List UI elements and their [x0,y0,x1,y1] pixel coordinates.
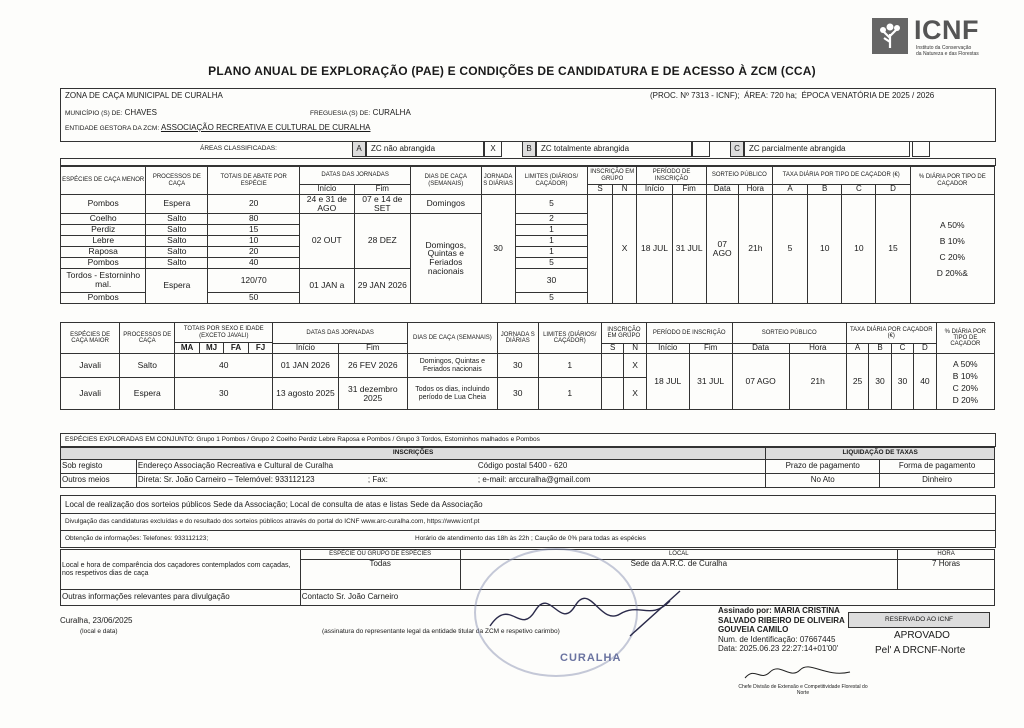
cell-taxa-a: 5 [772,195,807,304]
cell-total: 10 [208,235,300,246]
h2-ma: MA [175,343,199,354]
reservado-icnf: RESERVADO AO ICNF [848,612,990,628]
h-totais: TOTAIS DE ABATE POR ESPÉCIE [208,167,300,195]
cell-limite: 5 [515,257,588,268]
h2-periodo-inicio: Início [646,344,689,354]
table-row [61,195,995,214]
comp-local: Sede da A.R.C. de Curalha [460,560,897,590]
h-inicio: Início [300,185,354,195]
area-a-text: ZC não abrangida [366,141,484,157]
divulgacao: Divulgação das candidaturas excluídas e do resultado dos sorteios públicos através do portal do ICNF www.arc-curalha.com, https://www.icnf.pt [60,513,996,531]
cell-especie: Perdiz [61,224,146,235]
h-c: C [842,185,876,195]
h-inscricao: INSCRIÇÃO EM GRUPO [588,167,637,185]
h2-periodo: PERÍODO DE INSCRIÇÃO [646,323,732,344]
cell-inicio: 01 JAN a [300,268,354,303]
cell-especie: Coelho [61,213,146,224]
logo-brand: ICNF [914,15,979,45]
outros-meios-value: Direta: Sr. João Carneiro – Telemóvel: 933112123 ; Fax: ; e-mail: arccuralha@gmail.com [136,474,765,488]
area-b-text: ZC totalmente abrangida [536,141,692,157]
forma-value: Dinheiro [880,474,995,488]
cell-total: 80 [208,213,300,224]
h-local: LOCAL [460,550,897,560]
municipio: MUNICÍPIO (S) DE: CHAVES [65,108,157,117]
areas-label: ÁREAS CLASSIFICADAS: [200,145,277,152]
h2-hora: Hora [789,344,846,354]
cell-total: 40 [208,257,300,268]
h-dias: DIAS DE CAÇA (SEMANAIS) [411,167,481,195]
caca-menor-table [60,166,995,304]
cell-total: 30 [175,378,273,410]
h2-data: Data [732,344,789,354]
h2-limites: LIMITES (DIÁRIOS/ CAÇADOR) [538,323,601,354]
cell-total: 50 [208,292,300,303]
digital-signature: Assinado por: MARIA CRISTINA SALVADO RIBEIRO DE OLIVEIRA GOUVEIA CAMILO Num. de Identificação: 07667445 Data: 2025.06.23 22:27:14+01'00' [718,606,845,653]
h-perc: % DIÁRIA POR TIPO DE CAÇADOR [910,167,994,195]
cell-especie: Tordos - Estorninho mal. [61,268,146,292]
aprovado: APROVADO [894,630,950,641]
h-s: S [588,185,613,195]
cell-processo: Espera [146,268,208,303]
cell-taxa-c: 30 [891,354,913,410]
cell-limite: 1 [515,224,588,235]
h2-c: C [891,344,913,354]
cell-jornadas: 30 [497,354,538,378]
cell-fim: 31 dezembro 2025 [338,378,407,410]
assinatura-label: (assinatura do representante legal da entidade titular da ZCM e respetivo carimbo) [322,628,560,635]
cell-especie: Javali [61,354,120,378]
cell-limite: 1 [538,378,601,410]
page-title: PLANO ANUAL DE EXPLORAÇÃO (PAE) E CONDIÇÕES DE CANDIDATURA E DE ACESSO À ZCM (CCA) [208,64,816,78]
local-data-label: (local e data) [80,628,118,635]
h2-datas: DATAS DAS JORNADAS [273,323,408,344]
cell-inicio: 13 agosto 2025 [273,378,338,410]
cell-s [601,378,623,410]
cell-taxa-b: 10 [808,195,842,304]
area-c-checkbox[interactable] [912,141,930,157]
h-especie-grupo: ESPÉCIE OU GRUPO DE ESPÉCIES [300,550,460,560]
chefe-divisao: Chefe Divisão de Extensão e Competitividade Florestal do Norte [738,684,868,696]
h-processos: PROCESSOS DE CAÇA [146,167,208,195]
h-d: D [876,185,910,195]
h2-d: D [914,344,936,354]
obtencao-row [60,530,996,548]
cell-inicio: 24 e 31 de AGO [300,195,354,214]
cell-dias: Domingos [411,195,481,214]
cell-sorteio-data: 07 AGO [732,354,789,410]
outras-label: Outras informações relevantes para divulgação [61,590,301,606]
cell-limite: 2 [515,213,588,224]
pel-drcnf: Pel' A DRCNF-Norte [875,645,966,656]
comp-especie: Todas [300,560,460,590]
h-limites: LIMITES (DIÁRIOS/ CAÇADOR) [515,167,588,195]
inscricoes-table [60,447,995,488]
h2-b: B [869,344,891,354]
sob-registo-value: Endereço Associação Recreativa e Cultural de Curalha Código postal 5400 - 620 [136,460,765,474]
cell-periodo-fim: 31 JUL [672,195,706,304]
outros-meios-label: Outros meios [61,474,137,488]
liquidacao-title: LIQUIDAÇÃO DE TAXAS [766,448,995,460]
logo-subtitle: Instituto da Conservação da Natureza e das Florestas [916,45,979,57]
handwritten-signature [480,586,700,646]
cell-especie: Lebre [61,235,146,246]
h2-jornadas: JORNADA S DIÁRIAS [497,323,538,354]
h2-s: S [601,344,623,354]
cell-total: 20 [208,195,300,214]
h2-totais: TOTAIS POR SEXO E IDADE (EXCETO JAVALI) [175,323,273,343]
cell-total: 120/70 [208,268,300,292]
cell-limite: 1 [515,235,588,246]
cell-sorteio-data: 07 AGO [706,195,738,304]
cell-n: X [624,378,646,410]
cell-taxa-d: 15 [876,195,910,304]
stamp-text: CURALHA [560,652,622,664]
h-hora-comp: HORA [898,550,995,560]
cell-dias: Domingos, Quintas e Feriados nacionais [411,213,481,303]
cell-inicio: 01 JAN 2026 [273,354,338,378]
cell-perc: A 50% B 10% C 20% D 20%& [910,195,994,304]
h2-periodo-fim: Fim [689,344,732,354]
h2-n: N [624,344,646,354]
outras-value: Contacto Sr. João Carneiro [300,590,994,606]
h2-dias: DIAS DE CAÇA (SEMANAIS) [407,323,497,354]
h-b: B [808,185,842,195]
cell-especie: Raposa [61,246,146,257]
tree-icon [872,18,908,54]
h2-taxa: TAXA DIÁRIA POR CAÇADOR (€) [846,323,936,344]
cell-periodo-inicio: 18 JUL [646,354,689,410]
area-a-checkbox[interactable]: X [484,141,502,157]
cell-limite: 1 [538,354,601,378]
area-b-checkbox[interactable] [692,141,710,157]
local-sorteios: Local de realização dos sorteios públicos Sede da Associação; Local de consulta de atas e listas Sede da Associação [60,495,996,514]
cell-limite: 5 [515,292,588,303]
h2-inscricao: INSCRIÇÃO EM GRUPO [601,323,646,344]
cell-processo: Espera [146,195,208,214]
cell-jornadas: 30 [481,195,515,304]
cell-taxa-d: 40 [914,354,936,410]
h-datas: DATAS DAS JORNADAS [300,167,411,185]
cell-processo: Salto [146,235,208,246]
freguesia: FREGUESIA (S) DE: CURALHA [310,108,411,117]
h-hora: Hora [738,185,772,195]
cell-n: X [624,354,646,378]
especies-conjunto: ESPÉCIES EXPLORADAS EM CONJUNTO: Grupo 1 Pombos / Grupo 2 Coelho Perdiz Lebre Raposa e Pombos / Grupo 3 Tordos, Estorninhos malhados e Pombos [60,433,996,447]
h-taxa: TAXA DIÁRIA POR TIPO DE CAÇADOR (€) [772,167,910,185]
proc-number: (PROC. Nº 7313 - ICNF); ÁREA: 720 ha; ÉPOCA VENATÓRIA DE 2025 / 2026 [650,91,935,100]
cell-processo: Salto [146,246,208,257]
cell-taxa-b: 30 [869,354,891,410]
prazo-value: No Ato [766,474,880,488]
area-c-tag: C [730,141,744,157]
cell-processo: Espera [120,378,175,410]
cell-n: X [612,195,637,304]
h2-fj: FJ [248,343,272,354]
cell-processo: Salto [120,354,175,378]
h2-fim: Fim [338,344,407,354]
zona-name: ZONA DE CAÇA MUNICIPAL DE CURALHA [65,91,223,100]
cell-dias: Todos os dias, incluindo período de Lua Cheia [407,378,497,410]
cell-fim: 29 JAN 2026 [354,268,411,303]
entidade-gestora: ENTIDADE GESTORA DA ZCM: ASSOCIAÇÃO RECREATIVA E CULTURAL DE CURALHA [65,123,371,132]
h2-processos: PROCESSOS DE CAÇA [120,323,175,354]
cell-perc: A 50% B 10% C 20% D 20% [936,354,994,410]
cell-fim: 28 DEZ [354,213,411,268]
approval-signature [740,664,860,684]
comparencia-label: Local e hora de comparência dos caçadores contemplados com caçadas, nos respetivos dias de caça [61,550,301,590]
cell-especie: Pombos [61,292,146,303]
area-c-text: ZC parcialmente abrangida [744,141,910,157]
cell-processo: Salto [146,213,208,224]
cell-s [588,195,613,304]
caca-maior-table [60,322,995,410]
cell-especie: Pombos [61,195,146,214]
h-jornadas: JORNADA S DIÁRIAS [481,167,515,195]
h-periodo-fim: Fim [672,185,706,195]
h2-mj: MJ [199,343,223,354]
local-data: Curalha, 23/06/2025 [60,616,133,625]
cell-periodo-inicio: 18 JUL [637,195,672,304]
h2-a: A [846,344,868,354]
h-fim: Fim [354,185,411,195]
cell-processo: Salto [146,257,208,268]
cell-taxa-a: 25 [846,354,868,410]
inscricoes-title: INSCRIÇÕES [61,448,766,460]
h-periodo-inicio: Início [637,185,672,195]
cell-s [601,354,623,378]
cell-limite: 5 [515,195,588,214]
cell-periodo-fim: 31 JUL [689,354,732,410]
h-data: Data [706,185,738,195]
cell-limite: 1 [515,246,588,257]
spacer-row [60,158,996,166]
h-a: A [772,185,807,195]
cell-total: 15 [208,224,300,235]
obtencao: Obtenção de informações: Telefones: 933112123; [65,535,209,542]
h2-sorteio: SORTEIO PÚBLICO [732,323,846,344]
cell-limite: 30 [515,268,588,292]
cell-inicio: 02 OUT [300,213,354,268]
sob-registo-label: Sob registo [61,460,137,474]
cell-fim: 07 e 14 de SET [354,195,411,214]
h2-especies: ESPÉCIES DE CAÇA MAIOR [61,323,120,354]
area-a-tag: A [352,141,366,157]
h-especies: ESPÉCIES DE CAÇA MENOR [61,167,146,195]
cell-dias: Domingos, Quintas e Feriados nacionais [407,354,497,378]
h-n: N [612,185,637,195]
h2-fa: FA [224,343,248,354]
area-b-tag: B [522,141,536,157]
h2-inicio: Início [273,344,338,354]
cell-sorteio-hora: 21h [738,195,772,304]
icnf-logo [872,15,992,57]
comp-hora: 7 Horas [898,560,995,590]
h-sorteio: SORTEIO PÚBLICO [706,167,772,185]
cell-total: 40 [175,354,273,378]
cell-especie: Pombos [61,257,146,268]
cell-fim: 26 FEV 2026 [338,354,407,378]
cell-jornadas: 30 [497,378,538,410]
h2-perc: % DIÁRIA POR TIPO DE CAÇADOR [936,323,994,354]
forma-label: Forma de pagamento [880,460,995,474]
prazo-label: Prazo de pagamento [766,460,880,474]
cell-total: 20 [208,246,300,257]
cell-especie: Javali [61,378,120,410]
cell-sorteio-hora: 21h [789,354,846,410]
h-periodo: PERÍODO DE INSCRIÇÃO [637,167,706,185]
cell-taxa-c: 10 [842,195,876,304]
table-row [61,354,995,378]
horario: Horário de atendimento das 18h às 22h ; Caução de 0% para todas as espécies [415,535,646,542]
cell-processo: Salto [146,224,208,235]
